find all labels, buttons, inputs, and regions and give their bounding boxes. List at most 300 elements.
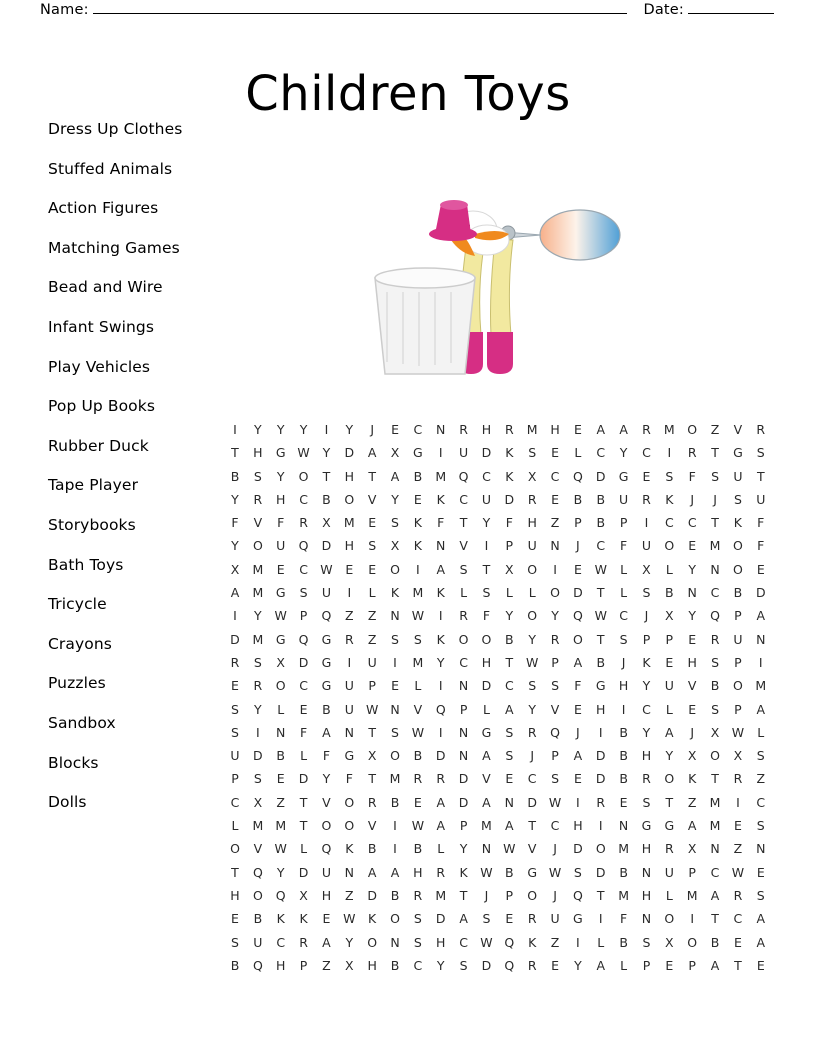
grid-letter[interactable]: E	[276, 561, 285, 577]
grid-letter[interactable]: C	[733, 911, 743, 927]
grid-letter[interactable]: X	[390, 538, 400, 554]
grid-letter[interactable]: Y	[528, 631, 536, 647]
grid-letter[interactable]: W	[343, 911, 356, 927]
grid-letter[interactable]: C	[482, 468, 491, 484]
grid-letter[interactable]: U	[276, 538, 286, 554]
grid-letter[interactable]: M	[709, 818, 721, 834]
grid-letter[interactable]: O	[367, 934, 378, 950]
grid-letter[interactable]: B	[253, 911, 263, 927]
grid-letter[interactable]: Y	[345, 422, 354, 437]
grid-letter[interactable]: O	[275, 678, 286, 694]
grid-letter[interactable]: N	[344, 724, 354, 740]
grid-letter[interactable]: B	[573, 491, 583, 507]
grid-letter[interactable]: A	[436, 561, 446, 577]
grid-letter[interactable]: L	[665, 701, 673, 717]
grid-letter[interactable]: D	[595, 748, 606, 764]
grid-letter[interactable]: K	[436, 491, 445, 507]
grid-letter[interactable]: M	[481, 818, 492, 834]
grid-letter[interactable]: L	[368, 585, 376, 601]
grid-letter[interactable]: P	[642, 631, 651, 647]
grid-letter[interactable]: L	[231, 818, 239, 834]
grid-letter[interactable]: P	[574, 515, 582, 531]
grid-letter[interactable]: K	[505, 445, 514, 461]
grid-letter[interactable]: H	[344, 468, 354, 484]
grid-letter[interactable]: U	[344, 678, 354, 694]
grid-letter[interactable]: E	[299, 701, 308, 717]
grid-letter[interactable]: E	[619, 794, 628, 810]
grid-letter[interactable]: M	[412, 585, 424, 601]
grid-letter[interactable]: O	[527, 608, 538, 624]
grid-letter[interactable]: U	[321, 585, 332, 601]
grid-letter[interactable]: Q	[504, 957, 515, 973]
grid-letter[interactable]: W	[525, 654, 539, 670]
grid-letter[interactable]: S	[551, 771, 559, 787]
grid-letter[interactable]: C	[687, 515, 697, 531]
grid-letter[interactable]: D	[298, 654, 309, 670]
grid-letter[interactable]: W	[594, 608, 607, 624]
grid-letter[interactable]: E	[551, 957, 559, 973]
grid-letter[interactable]: X	[733, 748, 743, 764]
grid-letter[interactable]: I	[438, 608, 443, 624]
grid-letter[interactable]: J	[484, 887, 489, 903]
grid-letter[interactable]: D	[481, 678, 492, 694]
grid-letter[interactable]: J	[530, 748, 535, 764]
grid-letter[interactable]: R	[642, 491, 651, 507]
grid-letter[interactable]: U	[550, 911, 560, 927]
grid-letter[interactable]: Q	[458, 468, 469, 484]
grid-letter[interactable]: C	[299, 678, 308, 694]
grid-letter[interactable]: S	[482, 585, 491, 601]
grid-letter[interactable]: N	[687, 585, 697, 601]
grid-letter[interactable]: Q	[298, 631, 309, 647]
grid-letter[interactable]: C	[459, 654, 468, 670]
grid-letter[interactable]: R	[550, 631, 560, 647]
grid-letter[interactable]: E	[322, 911, 331, 927]
grid-letter[interactable]: T	[368, 468, 376, 484]
grid-letter[interactable]: N	[618, 818, 629, 834]
grid-letter[interactable]: M	[618, 841, 629, 857]
grid-letter[interactable]: W	[320, 561, 333, 577]
grid-letter[interactable]: B	[710, 678, 720, 694]
grid-letter[interactable]: S	[413, 911, 422, 927]
grid-letter[interactable]: X	[687, 841, 697, 857]
grid-letter[interactable]: S	[619, 631, 628, 647]
grid-letter[interactable]: D	[344, 445, 355, 461]
grid-letter[interactable]: W	[548, 864, 562, 880]
grid-letter[interactable]: S	[231, 934, 239, 950]
grid-letter[interactable]: M	[275, 818, 287, 834]
grid-letter[interactable]: E	[505, 911, 514, 927]
grid-letter[interactable]: R	[413, 887, 423, 903]
grid-letter[interactable]: E	[733, 934, 742, 950]
grid-letter[interactable]: T	[711, 515, 719, 531]
grid-letter[interactable]: Q	[252, 957, 263, 973]
grid-letter[interactable]: M	[435, 468, 447, 484]
grid-letter[interactable]: A	[436, 794, 446, 810]
grid-letter[interactable]: B	[322, 491, 331, 507]
grid-letter[interactable]: D	[253, 748, 263, 764]
grid-letter[interactable]: M	[709, 794, 721, 810]
grid-letter[interactable]: O	[321, 818, 332, 834]
grid-letter[interactable]: V	[482, 771, 491, 787]
grid-letter[interactable]: C	[413, 422, 423, 437]
grid-letter[interactable]: X	[390, 445, 400, 461]
grid-letter[interactable]: W	[731, 724, 745, 740]
grid-letter[interactable]: L	[757, 724, 765, 740]
grid-letter[interactable]: A	[756, 934, 766, 950]
grid-letter[interactable]: Y	[345, 934, 354, 950]
grid-letter[interactable]: G	[641, 818, 652, 834]
grid-letter[interactable]: M	[412, 654, 424, 670]
grid-letter[interactable]: B	[665, 585, 674, 601]
grid-letter[interactable]: F	[688, 468, 696, 484]
grid-letter[interactable]: P	[619, 515, 628, 531]
grid-letter[interactable]: G	[595, 678, 606, 694]
grid-letter[interactable]: E	[688, 631, 697, 647]
grid-letter[interactable]: F	[277, 515, 285, 531]
grid-letter[interactable]: I	[393, 841, 397, 857]
grid-letter[interactable]: A	[482, 794, 491, 810]
grid-letter[interactable]: H	[481, 654, 492, 670]
grid-letter[interactable]: S	[665, 468, 674, 484]
grid-letter[interactable]: Q	[504, 934, 515, 950]
grid-letter[interactable]: S	[642, 585, 651, 601]
grid-letter[interactable]: R	[642, 422, 651, 437]
grid-letter[interactable]: H	[276, 491, 286, 507]
grid-letter[interactable]: A	[322, 724, 331, 740]
grid-letter[interactable]: P	[734, 701, 742, 717]
grid-letter[interactable]: A	[756, 701, 766, 717]
grid-letter[interactable]: O	[252, 538, 263, 554]
grid-letter[interactable]: J	[644, 608, 649, 624]
grid-letter[interactable]: M	[663, 422, 675, 437]
grid-letter[interactable]: D	[595, 468, 606, 484]
grid-letter[interactable]: R	[253, 491, 263, 507]
grid-letter[interactable]: J	[621, 654, 626, 670]
grid-letter[interactable]: S	[368, 538, 377, 554]
grid-letter[interactable]: P	[551, 748, 559, 764]
grid-letter[interactable]: X	[642, 561, 651, 577]
grid-letter[interactable]: R	[642, 771, 651, 787]
grid-letter[interactable]: I	[324, 422, 329, 437]
grid-letter[interactable]: X	[710, 724, 720, 740]
grid-letter[interactable]: Y	[482, 515, 491, 531]
grid-letter[interactable]: X	[299, 887, 308, 903]
grid-letter[interactable]: C	[664, 515, 674, 531]
grid-letter[interactable]: M	[686, 887, 698, 903]
grid-letter[interactable]: N	[641, 864, 652, 880]
grid-letter[interactable]: X	[322, 515, 331, 531]
grid-letter[interactable]: P	[642, 957, 651, 973]
grid-letter[interactable]: S	[756, 887, 765, 903]
grid-letter[interactable]: B	[413, 841, 423, 857]
grid-letter[interactable]: P	[505, 538, 514, 554]
grid-letter[interactable]: F	[231, 515, 239, 531]
grid-letter[interactable]: F	[620, 911, 628, 927]
grid-letter[interactable]: B	[596, 515, 606, 531]
grid-letter[interactable]: L	[620, 585, 628, 601]
grid-letter[interactable]: Q	[435, 701, 446, 717]
grid-letter[interactable]: O	[710, 748, 720, 764]
grid-letter[interactable]: B	[733, 585, 743, 601]
grid-letter[interactable]: I	[690, 911, 695, 927]
grid-letter[interactable]: R	[733, 887, 743, 903]
grid-letter[interactable]: N	[550, 538, 560, 554]
grid-letter[interactable]: I	[576, 794, 580, 810]
grid-letter[interactable]: Y	[322, 445, 331, 461]
grid-letter[interactable]: L	[505, 585, 513, 601]
grid-letter[interactable]: C	[550, 468, 560, 484]
grid-letter[interactable]: U	[664, 864, 674, 880]
grid-letter[interactable]: T	[734, 957, 742, 973]
grid-letter[interactable]: D	[298, 771, 309, 787]
grid-letter[interactable]: O	[390, 911, 400, 927]
grid-letter[interactable]: C	[527, 771, 537, 787]
grid-letter[interactable]: L	[665, 561, 673, 577]
grid-letter[interactable]: S	[756, 818, 765, 834]
grid-letter[interactable]: I	[438, 678, 443, 694]
grid-letter[interactable]: F	[482, 608, 491, 624]
grid-letter[interactable]: M	[389, 771, 401, 787]
grid-letter[interactable]: K	[733, 515, 742, 531]
grid-letter[interactable]: M	[252, 631, 264, 647]
grid-letter[interactable]: L	[460, 585, 468, 601]
grid-letter[interactable]: H	[276, 957, 286, 973]
grid-letter[interactable]: P	[551, 654, 559, 670]
grid-letter[interactable]: K	[299, 911, 308, 927]
grid-letter[interactable]: U	[367, 654, 377, 670]
grid-letter[interactable]: W	[274, 841, 287, 857]
grid-letter[interactable]: P	[505, 887, 514, 903]
grid-letter[interactable]: N	[436, 422, 446, 437]
grid-letter[interactable]: Y	[505, 608, 514, 624]
grid-letter[interactable]: B	[322, 701, 331, 717]
grid-letter[interactable]: S	[528, 445, 537, 461]
grid-letter[interactable]: Q	[572, 887, 583, 903]
grid-letter[interactable]: A	[756, 911, 766, 927]
grid-letter[interactable]: M	[526, 422, 538, 437]
grid-letter[interactable]: E	[551, 445, 559, 461]
grid-letter[interactable]: X	[687, 748, 697, 764]
grid-letter[interactable]: G	[413, 445, 423, 461]
grid-letter[interactable]: D	[481, 445, 492, 461]
grid-letter[interactable]: L	[620, 957, 628, 973]
grid-letter[interactable]: D	[504, 491, 515, 507]
grid-letter[interactable]: Z	[687, 794, 697, 810]
grid-letter[interactable]: C	[596, 445, 606, 461]
grid-letter[interactable]: P	[299, 957, 308, 973]
grid-letter[interactable]: E	[573, 771, 582, 787]
grid-letter[interactable]: V	[253, 515, 263, 531]
grid-letter[interactable]: F	[437, 515, 445, 531]
grid-letter[interactable]: Y	[391, 491, 399, 507]
grid-letter[interactable]: F	[574, 678, 582, 694]
grid-letter[interactable]: M	[343, 515, 355, 531]
grid-letter[interactable]: K	[413, 515, 422, 531]
grid-letter[interactable]: C	[619, 608, 628, 624]
grid-letter[interactable]: M	[252, 585, 264, 601]
grid-letter[interactable]: D	[435, 911, 446, 927]
grid-letter[interactable]: O	[572, 631, 583, 647]
grid-letter[interactable]: F	[757, 538, 765, 554]
grid-letter[interactable]: A	[482, 748, 491, 764]
grid-letter[interactable]: A	[322, 934, 331, 950]
grid-letter[interactable]: K	[665, 491, 674, 507]
grid-letter[interactable]: P	[299, 608, 308, 624]
grid-letter[interactable]: E	[573, 422, 582, 437]
grid-letter[interactable]: O	[732, 678, 743, 694]
name-write-line[interactable]	[93, 12, 628, 14]
grid-letter[interactable]: Y	[574, 957, 582, 973]
grid-letter[interactable]: S	[642, 794, 651, 810]
grid-letter[interactable]: W	[480, 864, 493, 880]
grid-letter[interactable]: S	[413, 934, 422, 950]
grid-letter[interactable]: R	[230, 654, 240, 670]
grid-letter[interactable]: G	[733, 445, 743, 461]
grid-letter[interactable]: J	[690, 724, 695, 740]
grid-letter[interactable]: E	[665, 957, 674, 973]
grid-letter[interactable]: O	[550, 585, 560, 601]
grid-letter[interactable]: E	[756, 561, 765, 577]
grid-letter[interactable]: C	[642, 445, 651, 461]
grid-letter[interactable]: Y	[436, 957, 445, 973]
grid-letter[interactable]: W	[548, 794, 562, 810]
grid-letter[interactable]: T	[711, 771, 719, 787]
grid-letter[interactable]: A	[505, 818, 514, 834]
grid-letter[interactable]: A	[619, 422, 628, 437]
grid-letter[interactable]: O	[527, 561, 538, 577]
grid-letter[interactable]: P	[459, 818, 468, 834]
grid-letter[interactable]: R	[527, 491, 537, 507]
grid-letter[interactable]: J	[370, 422, 374, 437]
grid-letter[interactable]: J	[713, 491, 717, 507]
grid-letter[interactable]: W	[297, 445, 310, 461]
grid-letter[interactable]: U	[459, 445, 469, 461]
grid-letter[interactable]: K	[413, 538, 422, 554]
grid-letter[interactable]: B	[390, 887, 400, 903]
grid-letter[interactable]: W	[411, 818, 425, 834]
grid-letter[interactable]: Y	[642, 678, 651, 694]
grid-letter[interactable]: R	[459, 422, 468, 437]
grid-letter[interactable]: N	[276, 724, 286, 740]
grid-letter[interactable]: L	[300, 748, 308, 764]
grid-letter[interactable]: X	[230, 561, 240, 577]
grid-letter[interactable]: I	[667, 445, 672, 461]
grid-letter[interactable]: F	[299, 724, 308, 740]
grid-letter[interactable]: A	[596, 957, 606, 973]
grid-letter[interactable]: T	[368, 724, 376, 740]
grid-letter[interactable]: I	[438, 445, 443, 461]
grid-letter[interactable]: U	[641, 538, 652, 554]
grid-letter[interactable]: E	[688, 701, 697, 717]
grid-letter[interactable]: N	[756, 631, 766, 647]
grid-letter[interactable]: S	[711, 654, 720, 670]
grid-letter[interactable]: C	[596, 538, 606, 554]
grid-letter[interactable]: G	[481, 724, 492, 740]
grid-letter[interactable]: E	[573, 701, 582, 717]
grid-letter[interactable]: X	[367, 748, 377, 764]
grid-letter[interactable]: X	[665, 608, 674, 624]
grid-letter[interactable]: H	[618, 678, 629, 694]
grid-letter[interactable]: A	[687, 818, 697, 834]
grid-letter[interactable]: D	[755, 585, 766, 601]
grid-letter[interactable]: R	[504, 422, 514, 437]
grid-letter[interactable]: T	[231, 864, 239, 880]
grid-letter[interactable]: I	[553, 561, 557, 577]
grid-letter[interactable]: H	[344, 538, 354, 554]
grid-letter[interactable]: I	[598, 911, 603, 927]
grid-letter[interactable]: B	[619, 724, 628, 740]
grid-letter[interactable]: D	[458, 771, 469, 787]
grid-letter[interactable]: N	[710, 561, 720, 577]
grid-letter[interactable]: N	[390, 701, 400, 717]
grid-letter[interactable]: Z	[345, 887, 354, 903]
grid-letter[interactable]: G	[321, 631, 332, 647]
grid-letter[interactable]: A	[573, 748, 583, 764]
grid-letter[interactable]: W	[274, 608, 287, 624]
grid-letter[interactable]: D	[458, 794, 469, 810]
grid-letter[interactable]: L	[300, 841, 308, 857]
grid-letter[interactable]: Z	[345, 608, 354, 624]
grid-letter[interactable]: R	[253, 678, 263, 694]
grid-letter[interactable]: Y	[231, 538, 239, 554]
grid-letter[interactable]: Q	[298, 538, 309, 554]
grid-letter[interactable]: R	[436, 771, 446, 787]
grid-letter[interactable]: B	[619, 864, 628, 880]
grid-letter[interactable]: V	[253, 841, 263, 857]
grid-letter[interactable]: P	[368, 678, 376, 694]
grid-letter[interactable]: R	[413, 771, 423, 787]
grid-letter[interactable]: T	[322, 468, 331, 484]
grid-letter[interactable]: E	[551, 491, 559, 507]
grid-letter[interactable]: E	[368, 561, 377, 577]
grid-letter[interactable]: Y	[299, 422, 308, 437]
grid-letter[interactable]: O	[687, 422, 698, 437]
grid-letter[interactable]: W	[411, 608, 425, 624]
grid-letter[interactable]: A	[596, 422, 606, 437]
grid-letter[interactable]: E	[276, 771, 285, 787]
grid-letter[interactable]: P	[665, 631, 674, 647]
grid-letter[interactable]: I	[758, 654, 763, 670]
grid-letter[interactable]: G	[275, 585, 286, 601]
grid-letter[interactable]: E	[231, 911, 239, 927]
grid-letter[interactable]: P	[734, 654, 742, 670]
grid-letter[interactable]: I	[576, 934, 580, 950]
grid-letter[interactable]: Z	[367, 631, 377, 647]
grid-letter[interactable]: K	[390, 585, 400, 601]
grid-letter[interactable]: D	[481, 957, 492, 973]
grid-letter[interactable]: O	[481, 631, 492, 647]
grid-letter[interactable]: A	[367, 864, 377, 880]
grid-letter[interactable]: V	[733, 422, 743, 437]
grid-letter[interactable]: Y	[276, 468, 285, 484]
grid-letter[interactable]: O	[344, 794, 355, 810]
grid-letter[interactable]: T	[528, 818, 536, 834]
grid-letter[interactable]: I	[598, 818, 603, 834]
grid-letter[interactable]: R	[710, 631, 720, 647]
grid-letter[interactable]: K	[505, 468, 514, 484]
grid-letter[interactable]: R	[527, 724, 537, 740]
grid-letter[interactable]: P	[734, 608, 742, 624]
grid-letter[interactable]: A	[459, 911, 468, 927]
grid-letter[interactable]: E	[231, 678, 239, 694]
grid-letter[interactable]: L	[574, 445, 582, 461]
grid-letter[interactable]: Q	[275, 887, 286, 903]
grid-letter[interactable]: U	[733, 631, 743, 647]
grid-letter[interactable]: S	[391, 724, 399, 740]
grid-letter[interactable]: S	[733, 491, 742, 507]
grid-letter[interactable]: H	[641, 748, 652, 764]
